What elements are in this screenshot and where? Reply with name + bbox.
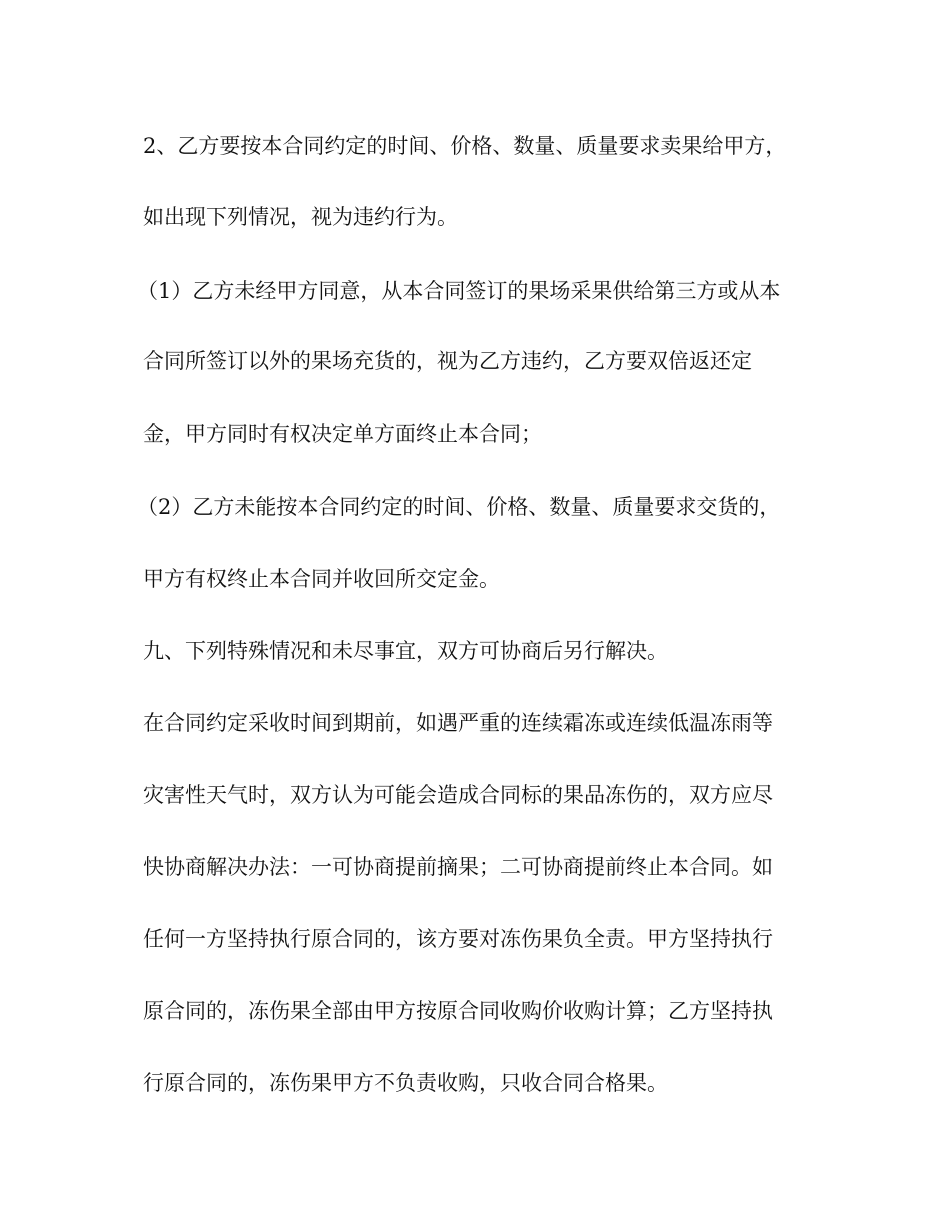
text-line-14: 行原合同的，冻伤果甲方不负责收购，只收合同合格果。 [143, 1071, 668, 1095]
text-line-3: （1）乙方未经甲方同意，从本合同签订的果场采果供给第三方或从本 [137, 279, 781, 303]
text-line-5: 金，甲方同时有权决定单方面终止本合同； [143, 422, 542, 446]
text-line-1: 2、乙方要按本合同约定的时间、价格、数量、质量要求卖果给甲方， [143, 134, 787, 158]
text-line-13: 原合同的，冻伤果全部由甲方按原合同收购价收购计算；乙方坚持执 [143, 999, 773, 1023]
text-line-4: 合同所签订以外的果场充货的，视为乙方违约，乙方要双倍返还定 [143, 349, 752, 373]
text-line-6: （2）乙方未能按本合同约定的时间、价格、数量、质量要求交货的， [137, 495, 781, 519]
text-line-2: 如出现下列情况，视为违约行为。 [143, 205, 458, 229]
text-line-9: 在合同约定采收时间到期前，如遇严重的连续霜冻或连续低温冻雨等 [143, 711, 773, 735]
text-line-11: 快协商解决办法：一可协商提前摘果；二可协商提前终止本合同。如 [143, 855, 773, 879]
text-line-10: 灾害性天气时，双方认为可能会造成合同标的果品冻伤的，双方应尽 [143, 783, 773, 807]
text-line-7: 甲方有权终止本合同并收回所交定金。 [143, 567, 500, 591]
text-line-12: 任何一方坚持执行原合同的，该方要对冻伤果负全责。甲方坚持执行 [143, 927, 773, 951]
text-line-8: 九、下列特殊情况和未尽事宜，双方可协商后另行解决。 [143, 639, 668, 663]
